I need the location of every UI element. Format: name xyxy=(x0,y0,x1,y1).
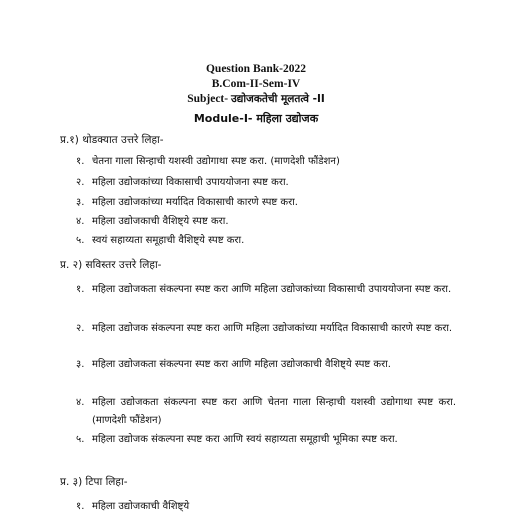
item-text: चेतना गाला सिन्हाची यशस्वी उद्योगाथा स्पष्ट करा. (माणदेशी फौंडेशन) xyxy=(92,156,340,167)
item-text: महिला उद्योजक संकल्पना स्पष्ट करा आणि महिला उद्योजकांच्या मर्यादित विकासाची कारणे स्पष्ट करा. xyxy=(92,323,453,334)
document-title: Question Bank-2022 xyxy=(205,63,306,75)
item-text: महिला उद्योजकता संकल्पना स्पष्ट करा आणि महिला उद्योजकांच्या विकासाची उपाययोजना स्पष्ट करा. xyxy=(92,284,452,295)
list-item xyxy=(76,320,456,338)
item-number: ४. xyxy=(76,397,85,408)
item-number: १. xyxy=(76,156,85,167)
item-number: २. xyxy=(76,177,85,188)
item-text: स्वयं सहाय्यता समूहाची वैशिष्ट्ये स्पष्ट करा. xyxy=(92,235,245,246)
module-heading: Module-I- महिला उद्योजक xyxy=(193,112,319,125)
item-number: ५. xyxy=(76,434,85,445)
item-text: महिला उद्योजकाची वैशिष्ट्ये स्पष्ट करा. xyxy=(92,216,229,227)
item-number: १. xyxy=(76,284,85,295)
item-number: ३. xyxy=(76,197,85,208)
list-item xyxy=(76,153,456,171)
list-item xyxy=(76,394,456,429)
list-item xyxy=(76,281,456,299)
list-item xyxy=(76,194,456,212)
item-text: महिला उद्योजकता संकल्पना स्पष्ट करा आणि महिला उद्योजकाची वैशिष्ट्ये स्पष्ट करा. xyxy=(92,359,391,370)
list-item xyxy=(76,213,456,231)
list-item xyxy=(76,498,456,516)
list-item xyxy=(76,174,456,192)
item-number: २. xyxy=(76,323,85,334)
item-text: महिला उद्योजकांच्या विकासाची उपाययोजना स्पष्ट करा. xyxy=(92,177,289,188)
list-item xyxy=(76,431,456,449)
item-number: ३. xyxy=(76,359,85,370)
item-text: महिला उद्योजकता संकल्पना स्पष्ट करा आणि चेतना गाला सिन्हाची यशस्वी उद्योगाथा स्पष्ट करा. (माणदेशी फौंडेशन) xyxy=(92,397,456,426)
subject-line xyxy=(0,92,512,106)
list-item xyxy=(76,232,456,250)
item-text: महिला उद्योजकांच्या मर्यादित विकासाची कारणे स्पष्ट करा. xyxy=(92,197,298,208)
item-text: महिला उद्योजकाची वैशिष्ट्ये xyxy=(92,501,190,512)
item-number: ५. xyxy=(76,235,85,246)
item-text: महिला उद्योजक संकल्पना स्पष्ट करा आणि स्वयं सहाय्यता समूहाची भूमिका स्पष्ट करा. xyxy=(92,434,398,445)
subject-prefix: Subject- xyxy=(187,93,229,105)
section-1-heading: प्र.१) थोडक्यात उत्तरे लिहा- xyxy=(60,134,164,146)
subject-name: उद्योजकतेची मूलतत्वे -II xyxy=(230,93,325,105)
item-number: ४. xyxy=(76,216,85,227)
item-number: १. xyxy=(76,501,85,512)
section-2-heading: प्र. २) सविस्तर उत्तरे लिहा- xyxy=(60,259,162,271)
course-code: B.Com-II-Sem-IV xyxy=(211,78,301,90)
section-3-heading: प्र. ३) टिपा लिहा- xyxy=(60,476,128,488)
list-item xyxy=(76,356,456,374)
